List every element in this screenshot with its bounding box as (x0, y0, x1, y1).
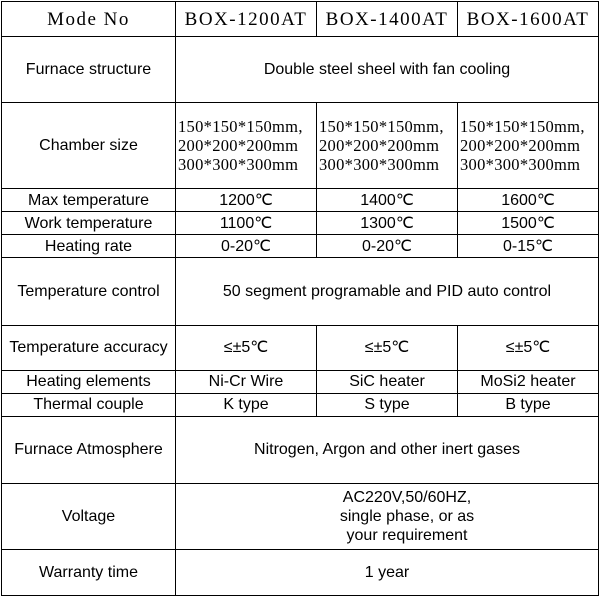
row-warranty-time (2, 549, 599, 595)
voltage-value: AC220V,50/60HZ, single phase, or as your requirement (176, 483, 599, 549)
chamber-size-1400 (317, 103, 458, 189)
row-heating-elements (2, 370, 599, 393)
max-temperature-1600: 1600℃ (458, 189, 599, 212)
row-chamber-size (2, 103, 599, 189)
thermal-couple-1200: K type (176, 393, 317, 416)
chamber-size-line: 200*200*200mm (178, 136, 299, 156)
row-temperature-accuracy (2, 325, 599, 370)
thermal-couple-1600: B type (458, 393, 599, 416)
chamber-size-line: 200*200*200mm (460, 136, 581, 156)
warranty-time-label: Warranty time (2, 549, 176, 595)
row-thermal-couple (2, 393, 599, 416)
header-model-1600: BOX-1600AT (458, 2, 599, 37)
row-max-temperature (2, 189, 599, 212)
temperature-accuracy-1200: ≤±5℃ (176, 325, 317, 370)
chamber-size-1200 (176, 103, 317, 189)
chamber-size-line: 150*150*150mm, (460, 117, 585, 137)
row-furnace-structure (2, 37, 599, 103)
chamber-size-line: 150*150*150mm, (178, 117, 303, 137)
chamber-size-1600 (458, 103, 599, 189)
temperature-accuracy-1400: ≤±5℃ (317, 325, 458, 370)
row-furnace-atmosphere (2, 416, 599, 483)
heating-rate-1400: 0-20℃ (317, 235, 458, 258)
row-heating-rate (2, 235, 599, 258)
chamber-size-line: 200*200*200mm (319, 136, 440, 156)
temperature-control-label: Temperature control (2, 258, 176, 325)
chamber-size-line: 300*300*300mm (460, 155, 581, 175)
furnace-structure-label: Furnace structure (2, 37, 176, 103)
furnace-atmosphere-label: Furnace Atmosphere (2, 416, 176, 483)
thermal-couple-1400: S type (317, 393, 458, 416)
chamber-size-line: 300*300*300mm (178, 155, 299, 175)
header-label: Mode No (2, 2, 176, 37)
spec-table (1, 1, 599, 596)
header-model-1200: BOX-1200AT (176, 2, 317, 37)
chamber-size-line: 300*300*300mm (319, 155, 440, 175)
voltage-label: Voltage (2, 483, 176, 549)
row-work-temperature (2, 212, 599, 235)
temperature-control-value: 50 segment programable and PID auto control (176, 258, 599, 325)
row-voltage (2, 483, 599, 549)
heating-rate-1200: 0-20℃ (176, 235, 317, 258)
max-temperature-1400: 1400℃ (317, 189, 458, 212)
temperature-accuracy-1600: ≤±5℃ (458, 325, 599, 370)
chamber-size-label: Chamber size (2, 103, 176, 189)
work-temperature-1200: 1100℃ (176, 212, 317, 235)
heating-elements-label: Heating elements (2, 370, 176, 393)
max-temperature-label: Max temperature (2, 189, 176, 212)
temperature-accuracy-label: Temperature accuracy (2, 325, 176, 370)
heating-elements-1200: Ni-Cr Wire (176, 370, 317, 393)
header-model-1400: BOX-1400AT (317, 2, 458, 37)
work-temperature-1400: 1300℃ (317, 212, 458, 235)
heating-elements-1400: SiC heater (317, 370, 458, 393)
max-temperature-1200: 1200℃ (176, 189, 317, 212)
heating-rate-1600: 0-15℃ (458, 235, 599, 258)
furnace-structure-value: Double steel sheel with fan cooling (176, 37, 599, 103)
header-row (2, 2, 599, 37)
thermal-couple-label: Thermal couple (2, 393, 176, 416)
heating-rate-label: Heating rate (2, 235, 176, 258)
heating-elements-1600: MoSi2 heater (458, 370, 599, 393)
chamber-size-line: 150*150*150mm, (319, 117, 444, 137)
warranty-time-value: 1 year (176, 549, 599, 595)
furnace-atmosphere-value: Nitrogen, Argon and other inert gases (176, 416, 599, 483)
work-temperature-1600: 1500℃ (458, 212, 599, 235)
work-temperature-label: Work temperature (2, 212, 176, 235)
row-temperature-control (2, 258, 599, 325)
